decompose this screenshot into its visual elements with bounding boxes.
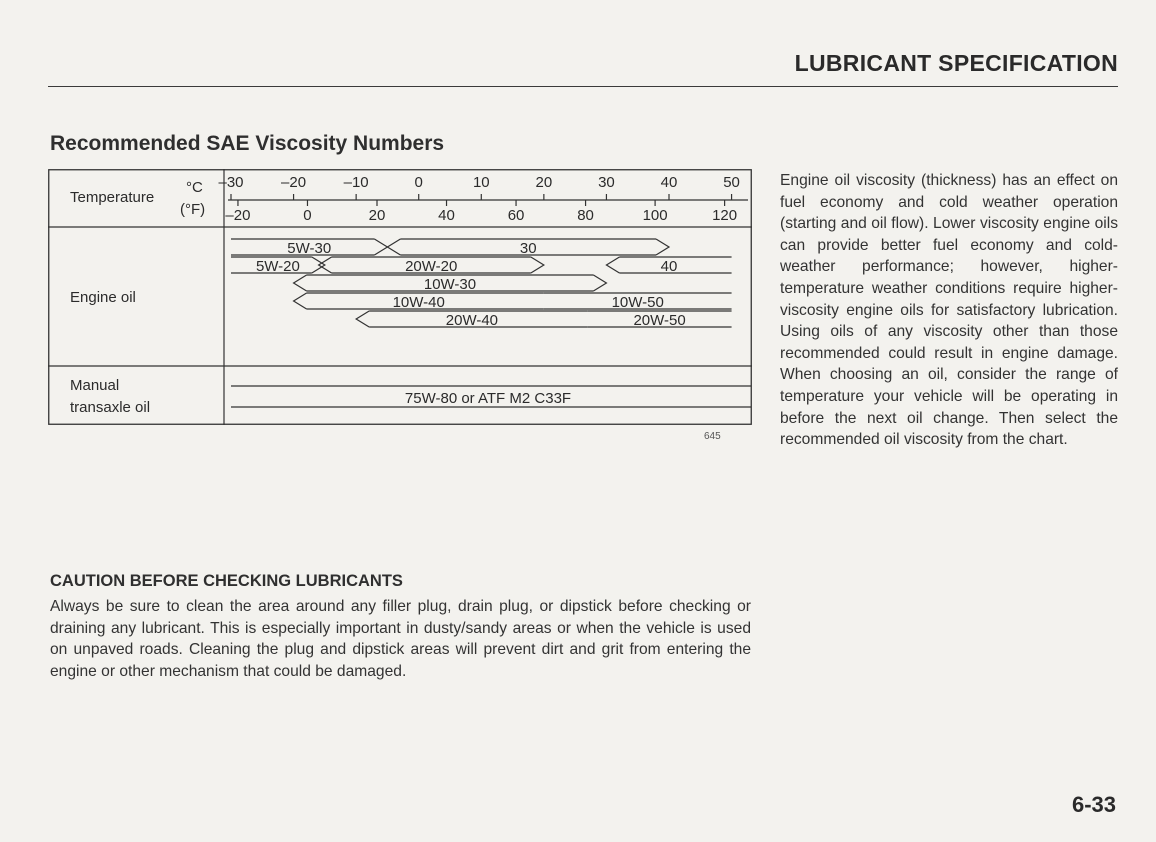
temperature-ticks — [218, 174, 739, 224]
celsius-tick-label: 0 — [414, 174, 423, 191]
oil-range-left-point — [387, 239, 400, 255]
section-title: Recommended SAE Viscosity Numbers — [50, 132, 445, 155]
page-number: 6-33 — [1071, 792, 1116, 817]
celsius-tick-label: –30 — [218, 174, 244, 191]
oil-range-10w-50 — [544, 293, 732, 311]
oil-range-label: 20W-50 — [633, 312, 686, 329]
figure-code: 645 — [704, 431, 721, 442]
celsius-tick-label: 50 — [723, 174, 740, 191]
caution-body: Always be sure to clean the area around any filler plug, drain plug, or dipstick before checking or draining any lubricant. This is especially important in dusty/sandy areas or when the vehicle is used on unpaved roads. Cleaning the plug and dipstick areas will prevent dirt and grit from entering the engine or other mechanism that could be damaged. — [50, 598, 751, 680]
caution-heading: CAUTION BEFORE CHECKING LUBRICANTS — [50, 572, 403, 590]
fahrenheit-tick-label: 40 — [438, 207, 455, 224]
oil-range-label: 20W-40 — [445, 312, 499, 329]
celsius-tick-label: –20 — [281, 174, 307, 191]
oil-range-left-point — [606, 257, 619, 273]
celsius-tick-label: 40 — [660, 174, 678, 191]
oil-range-label: 10W-50 — [611, 294, 664, 311]
oil-range-5w-20 — [231, 257, 325, 275]
header-divider — [48, 86, 1118, 87]
oil-range-label: 5W-20 — [255, 258, 300, 275]
oil-range-20w-40 — [356, 311, 588, 329]
oil-range-20w-50 — [588, 311, 732, 329]
oil-range-10w-30 — [294, 275, 607, 293]
oil-range-left-point — [294, 275, 307, 291]
oil-range-10w-40 — [294, 293, 544, 311]
celsius-unit-label: °C — [186, 179, 203, 196]
oil-range-right-point — [531, 257, 544, 273]
oil-range-right-point — [656, 239, 669, 255]
transaxle-label-line1: Manual — [70, 377, 120, 394]
transaxle-label-line2: transaxle oil — [70, 399, 151, 416]
oil-range-label: 40 — [660, 258, 678, 275]
oil-range-label: 30 — [519, 240, 537, 257]
oil-range-label: 5W-30 — [287, 240, 332, 257]
oil-range-40 — [606, 257, 731, 275]
fahrenheit-tick-label: –20 — [225, 207, 251, 224]
transaxle-oil-bar — [231, 386, 751, 407]
oil-range-5w-30 — [231, 239, 387, 257]
viscosity-description-text: Engine oil viscosity (thickness) has an effect on fuel economy and cold weather operation (starting and oil flow). Lower viscosity engine oils can provide better fuel economy and cold-weather performance; however, higher-temperature weather conditions require higher-viscosity engine oils for satisfactory lubrication. Using oils of any viscosity other than those recommended could result in engine damage. When choosing an oil, consider the range of temperature your vehicle will be operating in before the next oil change. Then select the recommended oil viscosity from the chart. — [780, 172, 1118, 449]
fahrenheit-unit-label: (°F) — [180, 201, 206, 218]
fahrenheit-tick-label: 120 — [712, 207, 738, 224]
oil-range-20w-20 — [319, 257, 544, 275]
fahrenheit-tick-label: 80 — [577, 207, 594, 224]
oil-range-right-point — [593, 275, 606, 291]
viscosity-description — [780, 170, 1118, 451]
engine-oil-bars — [231, 239, 732, 329]
viscosity-chart — [48, 169, 752, 430]
temperature-label: Temperature — [70, 189, 155, 206]
celsius-tick-label: 10 — [472, 174, 490, 191]
oil-range-30 — [387, 239, 669, 257]
transaxle-spec-label: 75W-80 or ATF M2 C33F — [404, 390, 572, 407]
celsius-tick-label: 20 — [535, 174, 553, 191]
fahrenheit-tick-label: 0 — [303, 207, 312, 224]
fahrenheit-tick-label: 20 — [368, 207, 386, 224]
oil-range-right-point — [374, 239, 387, 255]
oil-range-left-point — [294, 293, 307, 309]
viscosity-chart-svg — [48, 169, 752, 425]
fahrenheit-tick-label: 100 — [642, 207, 668, 224]
page-header-title: LUBRICANT SPECIFICATION — [794, 50, 1118, 76]
engine-oil-label: Engine oil — [70, 289, 136, 306]
oil-range-label: 10W-40 — [392, 294, 445, 311]
celsius-tick-label: 30 — [598, 174, 615, 191]
oil-range-label: 10W-30 — [423, 276, 477, 293]
oil-range-left-point — [356, 311, 369, 327]
celsius-tick-label: –10 — [343, 174, 369, 191]
oil-range-label: 20W-20 — [405, 258, 458, 275]
fahrenheit-tick-label: 60 — [507, 207, 525, 224]
